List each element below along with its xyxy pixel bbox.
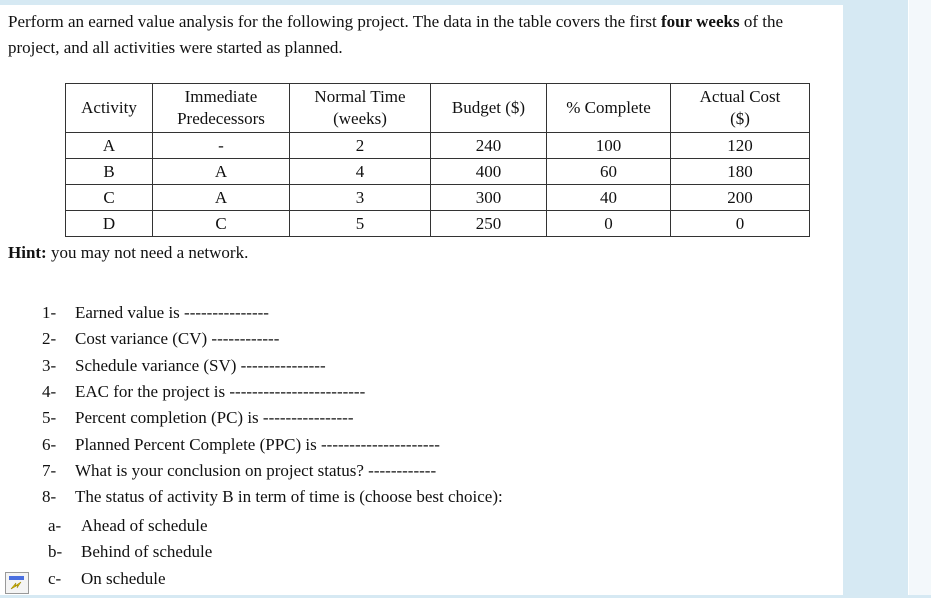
item-number: a-	[48, 516, 62, 535]
table-cell: 5	[290, 211, 431, 237]
item-text: Earned value is ---------------	[75, 303, 269, 322]
table-cell: 400	[431, 159, 547, 185]
table-cell: 300	[431, 185, 547, 211]
header-cell: % Complete	[547, 84, 671, 133]
intro-part: Perform an earned value analysis for the following project. The data in the table covers the first	[8, 12, 662, 31]
item-number: b-	[48, 542, 63, 562]
table-cell: A	[66, 133, 153, 159]
item-text: EAC for the project is ------------------------	[75, 381, 366, 401]
table-header-row	[66, 84, 810, 133]
item-text: Cost variance (CV) ------------	[75, 329, 280, 349]
table-cell: 180	[671, 159, 810, 185]
item-number: 2-	[42, 329, 57, 349]
hint-text: you may not need a network.	[46, 243, 249, 262]
table-cell: 100	[547, 133, 671, 159]
header-cell: Activity	[66, 84, 153, 133]
table-cell: 200	[671, 185, 810, 211]
table-row	[66, 133, 810, 159]
item-number: 4-	[42, 381, 57, 401]
header-cell: Actual Cost ($)	[671, 84, 810, 133]
table-cell: 60	[547, 159, 671, 185]
table-cell: 120	[671, 133, 810, 159]
table-cell: A	[153, 185, 290, 211]
table-cell: 0	[547, 211, 671, 237]
item-text: Ahead of schedule	[81, 516, 208, 535]
item-number: c-	[48, 568, 62, 588]
item-text: On schedule	[81, 568, 166, 588]
table-cell: -	[153, 133, 290, 159]
item-text: Schedule variance (SV) ---------------	[75, 355, 326, 375]
table-row	[66, 185, 810, 211]
intro-part: of the project, and all activities were started as planned.	[8, 12, 783, 57]
item-text: Behind of schedule	[81, 542, 213, 562]
table-cell: C	[153, 211, 290, 237]
item-text: What is your conclusion on project status? ------------	[75, 460, 437, 480]
item-number: 7-	[42, 460, 57, 480]
header-cell: Immediate Predecessors	[153, 84, 290, 133]
table-cell: 250	[431, 211, 547, 237]
scroll-gutter	[908, 0, 931, 595]
table-cell: 3	[290, 185, 431, 211]
item-text: Planned Percent Complete (PPC) is ---------------------	[75, 434, 440, 454]
header-cell: Budget ($)	[431, 84, 547, 133]
item-number: 6-	[42, 434, 57, 454]
item-number: 1-	[42, 303, 57, 322]
table-cell: 40	[547, 185, 671, 211]
item-text: Percent completion (PC) is ----------------	[75, 408, 354, 428]
table-cell: A	[153, 159, 290, 185]
item-text: The status of activity B in term of time is (choose best choice):	[75, 487, 503, 507]
hint-label: Hint:	[8, 243, 47, 262]
hint	[8, 243, 248, 263]
table-row	[66, 211, 810, 237]
header-cell: Normal Time (weeks)	[290, 84, 431, 133]
table-cell: C	[66, 185, 153, 211]
table-cell: 4	[290, 159, 431, 185]
intro-bold: four weeks	[661, 12, 740, 31]
table-cell: 0	[671, 211, 810, 237]
item-number: 3-	[42, 355, 57, 375]
table-cell: D	[66, 211, 153, 237]
edit-flash-icon[interactable]	[5, 572, 29, 594]
table-cell: B	[66, 159, 153, 185]
item-number: 8-	[42, 487, 57, 507]
question-content	[0, 5, 843, 595]
item-number: 5-	[42, 408, 57, 428]
table-cell: 2	[290, 133, 431, 159]
table-row	[66, 159, 810, 185]
intro-text	[8, 9, 838, 61]
project-table	[65, 83, 810, 237]
table-cell: 240	[431, 133, 547, 159]
